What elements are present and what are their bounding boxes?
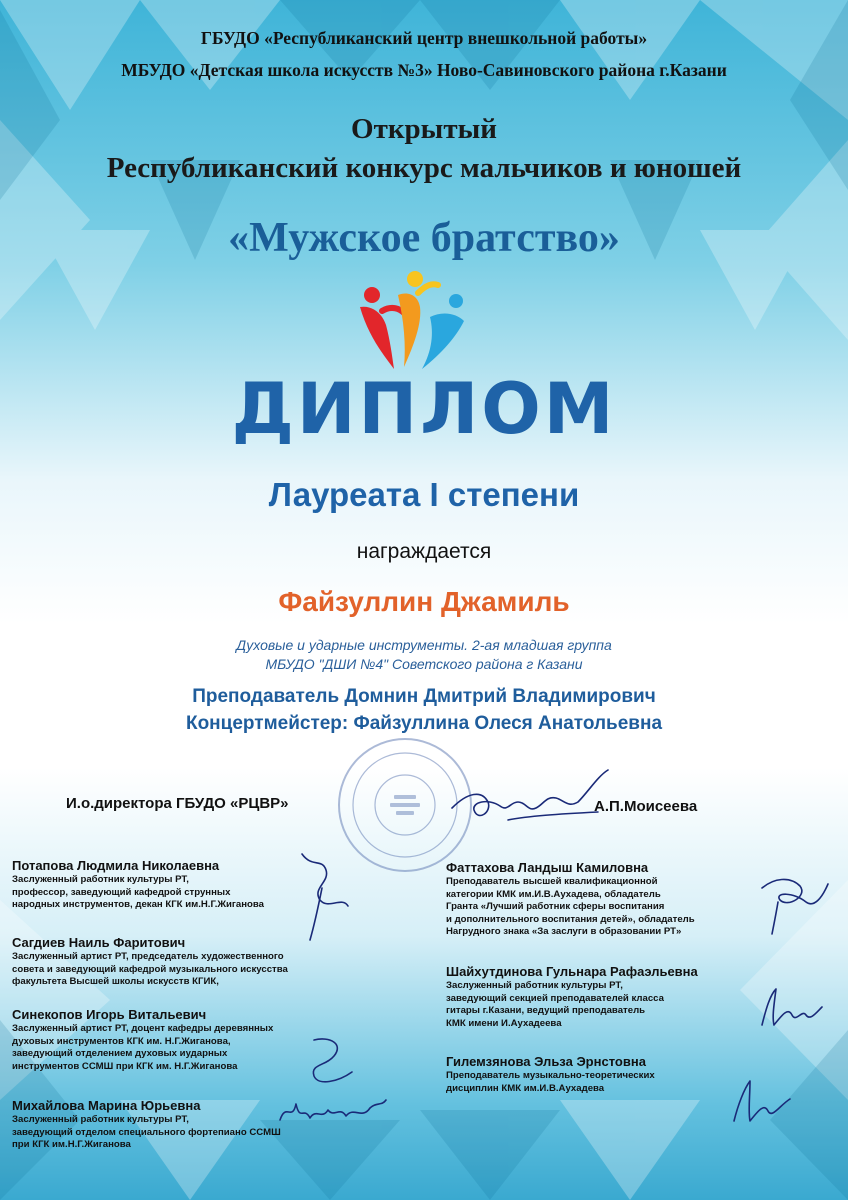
- jury-name: Фаттахова Ландыш Камиловна: [446, 860, 649, 875]
- jury-title-line: Заслуженный артист РТ, председатель художественного: [12, 951, 284, 962]
- jury-left-2: [12, 935, 288, 989]
- jury-signature-5: [756, 985, 826, 1030]
- jury-title-line: дисциплин КМК им.И.В.Аухадева: [446, 1082, 605, 1094]
- jury-signature-6: [728, 1075, 798, 1127]
- organizer-line-1: ГБУДО «Республиканский центр внешкольной работы»: [200, 28, 648, 48]
- jury-title-line: инструментов ССМШ при КГК им. Н.Г.Жиганова: [12, 1060, 238, 1072]
- jury-title-line: КМК имени И.Аухадеева: [446, 1017, 562, 1029]
- jury-title-line: Гранта «Лучший работник сферы воспитания: [446, 901, 665, 912]
- jury-title-line: Заслуженный артист РТ, доцент кафедры деревянных: [12, 1023, 274, 1034]
- jury-title-line: профессор, заведующий кафедрой струнных: [12, 886, 231, 898]
- jury-left-3: [12, 1007, 273, 1073]
- contest-name: «Мужское братство»: [228, 215, 620, 261]
- jury-signature-4: [754, 872, 834, 937]
- jury-title-line: Преподаватель музыкально-теоретических: [446, 1070, 655, 1081]
- jury-title-line: заведующий отделением духовых иударных: [12, 1048, 228, 1059]
- jury-title-line: Заслуженный работник культуры РТ,: [446, 980, 623, 991]
- jury-name: Потапова Людмила Николаевна: [12, 858, 220, 873]
- jury-title-line: заведующий отделом специального фортепиано ССМШ: [12, 1126, 281, 1138]
- jury-title-line: гитары г.Казани, ведущий преподаватель: [446, 1005, 646, 1016]
- jury-title-line: Заслуженный работник культуры РТ,: [12, 874, 189, 885]
- jury-signature-1: [292, 848, 362, 943]
- jury-title-line: совета и заведующий кафедрой музыкального искусства: [12, 963, 288, 975]
- director-title: И.о.директора ГБУДО «РЦВР»: [66, 795, 289, 812]
- jury-right-1: [446, 860, 695, 939]
- contest-line-1: Открытый: [351, 113, 497, 145]
- contest-line-2: Республиканский конкурс мальчиков и юношей: [106, 152, 742, 184]
- jury-title-line: при КГК им.Н.Г.Жиганова: [12, 1139, 131, 1150]
- jury-name: Сагдиев Наиль Фаритович: [12, 935, 186, 950]
- awarded-label: награждается: [356, 540, 492, 563]
- jury-title-line: категории КМК им.И.В.Аухадева, обладатель: [446, 888, 661, 900]
- jury-name: Михайлова Марина Юрьевна: [12, 1098, 201, 1113]
- category-line: Духовые и ударные инструменты. 2-ая младшая группа: [236, 637, 612, 653]
- jury-title-line: и дополнительного воспитания детей», обладатель: [446, 913, 695, 925]
- director-signature: [448, 762, 618, 842]
- director-name: А.П.Моисеева: [594, 798, 698, 815]
- jury-title-line: Преподаватель высшей квалификационной: [446, 876, 658, 887]
- jury-title-line: Заслуженный работник культуры РТ,: [12, 1114, 189, 1125]
- degree-title: Лауреата I степени: [268, 476, 580, 513]
- organizer-line-2: МБУДО «Детская школа искусств №3» Ново-Савиновского района г.Казани: [121, 60, 727, 80]
- jury-title-line: заведующий секцией преподавателей класса: [446, 992, 664, 1004]
- contest-logo-people-icon: [352, 265, 477, 373]
- jury-signature-3: [276, 1092, 388, 1128]
- jury-name: Гилемзянова Эльза Эрнстовна: [446, 1054, 646, 1069]
- jury-title-line: Нагрудного знака «За заслуги в образовании РТ»: [446, 926, 682, 937]
- jury-right-3: [446, 1054, 655, 1095]
- jury-left-4: [12, 1098, 281, 1152]
- diploma-title: ДИПЛОМ: [231, 368, 617, 450]
- jury-title-line: факультета Высшей школы искусств КГИК,: [12, 976, 219, 987]
- jury-signature-2: [300, 1032, 360, 1092]
- teacher-line: Преподаватель Домнин Дмитрий Владимирович: [192, 686, 656, 707]
- school-line: МБУДО "ДШИ №4" Советского района г Казани: [265, 656, 583, 672]
- jury-left-1: [12, 858, 264, 912]
- jury-name: Синекопов Игорь Витальевич: [12, 1007, 207, 1022]
- jury-right-2: [446, 964, 698, 1030]
- recipient-name: Файзуллин Джамиль: [278, 586, 570, 617]
- accompanist-line: Концертмейстер: Файзуллина Олеся Анатольевна: [185, 713, 663, 734]
- jury-title-line: народных инструментов, декан КГК им.Н.Г.Жиганова: [12, 899, 265, 910]
- jury-name: Шайхутдинова Гульнара Рафаэльевна: [446, 964, 698, 979]
- jury-title-line: духовых инструментов КГК им. Н.Г.Жиганова,: [12, 1035, 231, 1047]
